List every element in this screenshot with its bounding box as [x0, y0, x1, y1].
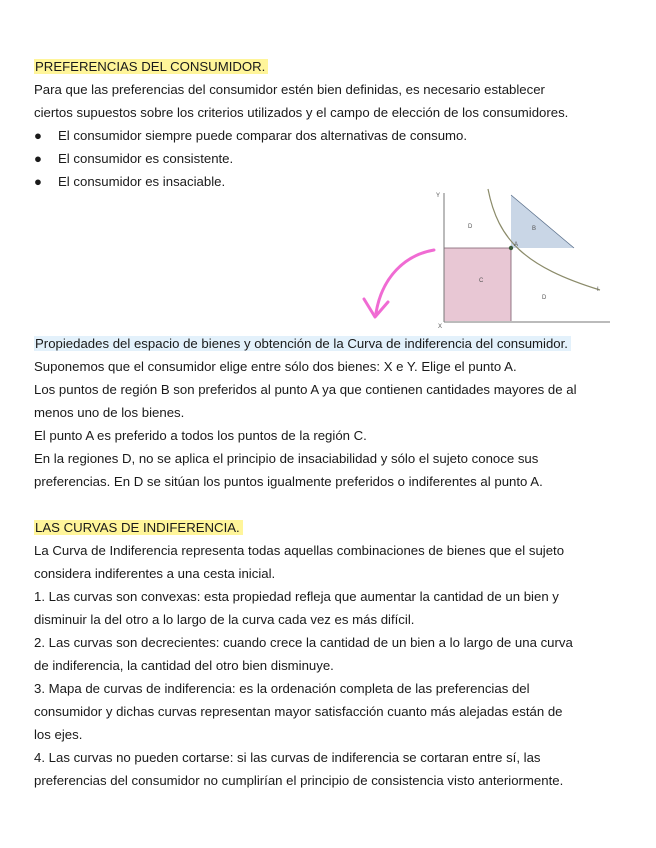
- paragraph-line: La Curva de Indiferencia representa todas aquellas combinaciones de bienes que el sujeto: [34, 543, 565, 558]
- section-title-propiedades: Propiedades del espacio de bienes y obtención de la Curva de indiferencia del consumidor.: [34, 335, 571, 352]
- indifference-diagram: [360, 185, 620, 330]
- bullet-item: ● El consumidor es consistente.: [34, 151, 234, 166]
- point-a-marker: [509, 246, 513, 250]
- paragraph-line: ciertos supuestos sobre los criterios utilizados y el campo de elección de los consumidores.: [34, 105, 569, 120]
- bullet-icon: ●: [34, 128, 42, 143]
- paragraph-line: preferencias del consumidor no cumplirían el principio de consistencia visto anteriormente.: [34, 773, 564, 788]
- region-c: [444, 248, 511, 321]
- paragraph-line: Suponemos que el consumidor elige entre sólo dos bienes: X e Y. Elige el punto A.: [34, 359, 517, 374]
- bullet-item: ● El consumidor es insaciable.: [34, 174, 226, 189]
- region-d-bottom-label: D: [542, 295, 547, 301]
- paragraph-line: En la regiones D, no se aplica el principio de insaciabilidad y sólo el sujeto conoce sus: [34, 451, 539, 466]
- point-a-label: A: [514, 242, 519, 248]
- region-b-label: B: [532, 226, 537, 232]
- paragraph-line: Para que las preferencias del consumidor estén bien definidas, es necesario establecer: [34, 82, 545, 97]
- axis-x-label: X: [437, 324, 442, 330]
- section-title-preferencias: PREFERENCIAS DEL CONSUMIDOR.: [34, 58, 268, 75]
- paragraph-line: preferencias. En D se sitúan los puntos igualmente preferidos o indiferentes al punto A.: [34, 474, 543, 489]
- paragraph-line: de indiferencia, la cantidad del otro bien disminuye.: [34, 658, 334, 673]
- region-d-top-label: D: [468, 224, 473, 230]
- paragraph-line: 3. Mapa de curvas de indiferencia: es la ordenación completa de las preferencias del: [34, 681, 530, 696]
- paragraph-line: Los puntos de región B son preferidos al punto A ya que contienen cantidades mayores de al: [34, 382, 577, 397]
- paragraph-line: 2. Las curvas son decrecientes: cuando crece la cantidad de un bien a lo largo de una curva: [34, 635, 573, 650]
- paragraph-line: los ejes.: [34, 727, 83, 742]
- paragraph-line: 1. Las curvas son convexas: esta propiedad refleja que aumentar la cantidad de un bien y: [34, 589, 559, 604]
- region-c-label: C: [479, 278, 484, 284]
- section-title-curvas: LAS CURVAS DE INDIFERENCIA.: [34, 519, 243, 536]
- paragraph-line: El punto A es preferido a todos los puntos de la región C.: [34, 428, 367, 443]
- paragraph-line: consumidor y dichas curvas representan mayor satisfacción cuanto más alejadas están de: [34, 704, 563, 719]
- paragraph-line: considera indiferentes a una cesta inicial.: [34, 566, 276, 581]
- paragraph-line: menos uno de los bienes.: [34, 405, 185, 420]
- paragraph-line: 4. Las curvas no pueden cortarse: si las curvas de indiferencia se cortaran entre sí, las: [34, 750, 541, 765]
- curve-i-label: I: [597, 287, 599, 293]
- paragraph-line: disminuir la del otro a lo largo de la curva cada vez es más difícil.: [34, 612, 415, 627]
- bullet-icon: ●: [34, 174, 42, 189]
- axis-y-label: Y: [435, 193, 440, 199]
- bullet-item: ● El consumidor siempre puede comparar dos alternativas de consumo.: [34, 128, 468, 143]
- bullet-icon: ●: [34, 151, 42, 166]
